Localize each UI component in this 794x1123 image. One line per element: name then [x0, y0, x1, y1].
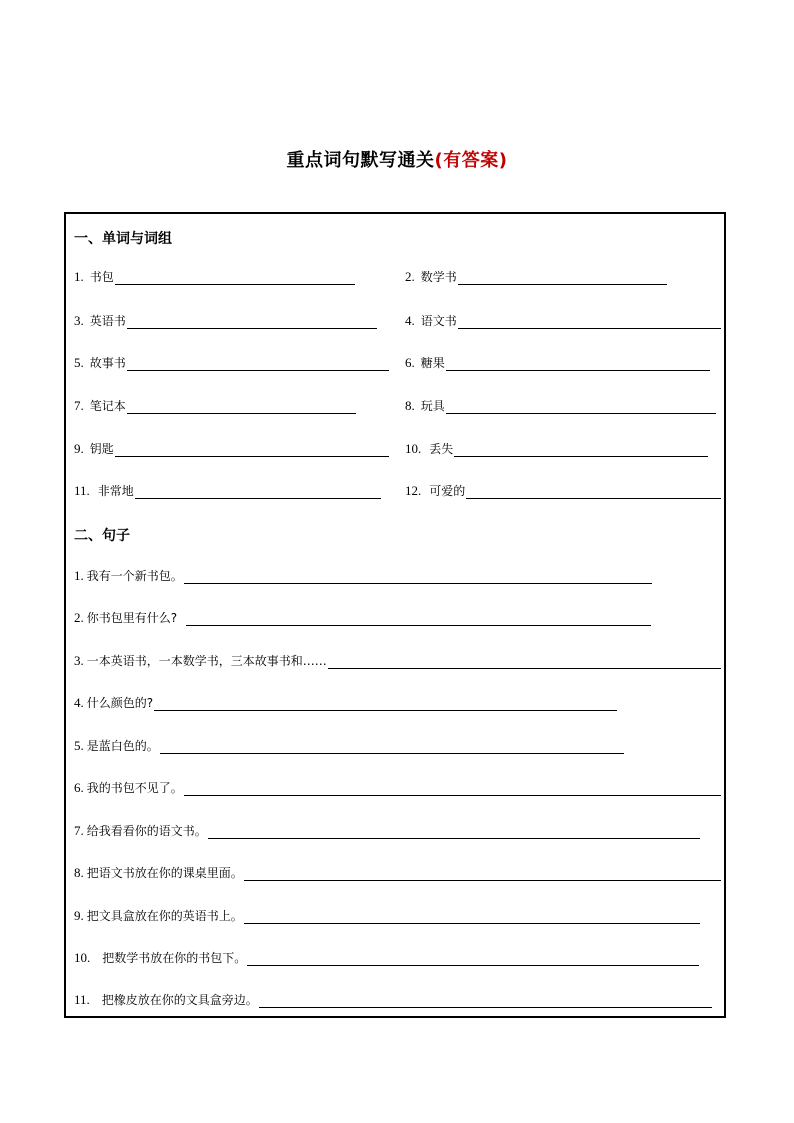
word-number: 4. — [405, 313, 415, 328]
word-item-2 — [405, 268, 667, 285]
sentence-number: 4. — [74, 695, 84, 710]
answer-blank[interactable] — [328, 656, 721, 669]
answer-blank[interactable] — [466, 486, 721, 499]
word-number: 1. — [74, 269, 84, 284]
sentence-number: 1. — [74, 568, 84, 583]
sentence-text: 把文具盒放在你的英语书上。 — [86, 909, 243, 923]
page-title — [0, 146, 794, 172]
answer-blank[interactable] — [458, 272, 667, 285]
sentence-number: 9. — [74, 908, 84, 923]
word-text: 数学书 — [420, 270, 457, 284]
answer-tag: (有答案) — [434, 150, 508, 171]
word-item-3 — [74, 312, 377, 329]
answer-blank[interactable] — [458, 316, 721, 329]
word-item-12 — [405, 482, 721, 499]
answer-blank[interactable] — [135, 486, 381, 499]
word-number: 7. — [74, 398, 84, 413]
answer-blank[interactable] — [115, 272, 355, 285]
sentence-number: 3. — [74, 653, 84, 668]
word-item-7 — [74, 397, 356, 414]
word-text: 玩具 — [420, 399, 445, 413]
sentence-text: 把数学书放在你的书包下。 — [102, 951, 247, 965]
word-item-10 — [405, 440, 708, 457]
answer-blank[interactable] — [127, 316, 377, 329]
sentence-text: 把橡皮放在你的文具盒旁边。 — [101, 993, 258, 1007]
title-main: 重点词句默写通关 — [286, 150, 435, 171]
sentence-number: 2. — [74, 610, 84, 625]
word-text: 可爱的 — [429, 484, 466, 498]
sentence-text: 一本英语书，一本数学书，三本故事书和…… — [86, 654, 327, 668]
word-number: 12. — [405, 483, 422, 498]
section-sentences-heading: 二、句子 — [74, 528, 130, 544]
sentence-number: 8. — [74, 865, 84, 880]
answer-blank[interactable] — [208, 826, 700, 839]
word-number: 11. — [74, 483, 90, 498]
word-number: 6. — [405, 355, 415, 370]
answer-blank[interactable] — [127, 401, 356, 414]
answer-blank[interactable] — [184, 783, 721, 796]
word-number: 2. — [405, 269, 415, 284]
answer-blank[interactable] — [454, 444, 708, 457]
sentence-text: 把语文书放在你的课桌里面。 — [86, 866, 243, 880]
answer-blank[interactable] — [186, 613, 651, 626]
answer-blank[interactable] — [115, 444, 389, 457]
word-number: 3. — [74, 313, 84, 328]
sentence-text: 你书包里有什么? — [86, 611, 178, 625]
sentence-item-11 — [74, 991, 712, 1008]
answer-blank[interactable] — [160, 741, 624, 754]
word-item-5 — [74, 354, 389, 371]
sentence-text: 我的书包不见了。 — [86, 781, 183, 795]
word-number: 10. — [405, 441, 422, 456]
sentence-text: 什么颜色的? — [86, 696, 154, 710]
sentence-item-6 — [74, 779, 721, 796]
sentence-item-1 — [74, 567, 652, 584]
word-item-8 — [405, 397, 716, 414]
word-text: 书包 — [89, 270, 114, 284]
sentence-item-9 — [74, 907, 700, 924]
answer-blank[interactable] — [259, 995, 712, 1008]
sentence-number: 6. — [74, 780, 84, 795]
word-text: 英语书 — [89, 314, 126, 328]
answer-blank[interactable] — [446, 401, 716, 414]
sentence-item-10 — [74, 949, 699, 966]
sentence-number: 11. — [74, 992, 90, 1007]
word-text: 笔记本 — [89, 399, 126, 413]
word-item-4 — [405, 312, 721, 329]
word-number: 9. — [74, 441, 84, 456]
sentence-item-3 — [74, 652, 721, 669]
word-number: 5. — [74, 355, 84, 370]
word-text: 语文书 — [420, 314, 457, 328]
word-number: 8. — [405, 398, 415, 413]
section-words-heading: 一、单词与词组 — [74, 231, 172, 247]
sentence-text: 是蓝白色的。 — [86, 739, 159, 753]
answer-blank[interactable] — [154, 698, 617, 711]
sentence-number: 7. — [74, 823, 84, 838]
sentence-item-2 — [74, 609, 651, 626]
sentence-text: 我有一个新书包。 — [86, 569, 183, 583]
word-item-6 — [405, 354, 710, 371]
sentence-text: 给我看看你的语文书。 — [86, 824, 207, 838]
word-item-1 — [74, 268, 355, 285]
word-text: 故事书 — [89, 356, 126, 370]
word-item-9 — [74, 440, 389, 457]
sentence-item-4 — [74, 694, 617, 711]
answer-blank[interactable] — [247, 953, 699, 966]
answer-blank[interactable] — [127, 358, 389, 371]
word-text: 糖果 — [420, 356, 445, 370]
word-text: 非常地 — [97, 484, 134, 498]
answer-blank[interactable] — [446, 358, 710, 371]
worksheet-frame — [64, 212, 726, 1018]
word-text: 丢失 — [429, 442, 454, 456]
answer-blank[interactable] — [244, 911, 700, 924]
sentence-item-7 — [74, 822, 700, 839]
sentence-item-5 — [74, 737, 624, 754]
sentence-number: 10. — [74, 950, 91, 965]
word-item-11 — [74, 482, 381, 499]
sentence-number: 5. — [74, 738, 84, 753]
sentence-item-8 — [74, 864, 721, 881]
answer-blank[interactable] — [184, 571, 652, 584]
answer-blank[interactable] — [244, 868, 721, 881]
word-text: 钥匙 — [89, 442, 114, 456]
